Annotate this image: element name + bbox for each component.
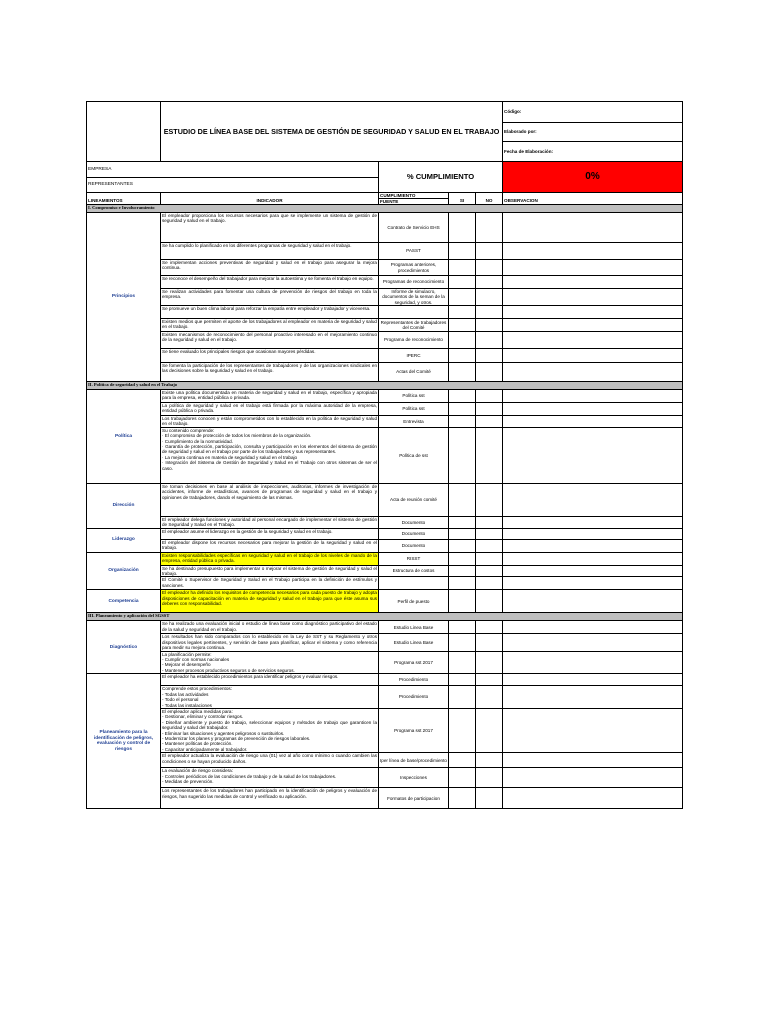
lineamiento-cell: Competencia bbox=[87, 590, 161, 613]
indicador-line: - Gestionar, eliminar y controlar riesgos. bbox=[162, 714, 244, 720]
no-checkbox-cell[interactable] bbox=[476, 349, 503, 363]
fuente-cell: Estructura de costos bbox=[379, 565, 449, 577]
table-row bbox=[87, 621, 683, 634]
col-indicador: INDICADOR bbox=[161, 193, 379, 205]
indicador-line: El empleador actualiza la evaluación de riesgo una (01) vez al año como mínimo o cuando cambien las condiciones o se hayan producido daños. bbox=[162, 753, 377, 764]
indicador-line: - Medidas de prevención. bbox=[162, 778, 214, 784]
si-checkbox-cell[interactable] bbox=[449, 539, 476, 552]
fuente-cell: Programas de reconocimiento bbox=[379, 276, 449, 289]
si-checkbox-cell[interactable] bbox=[449, 674, 476, 686]
indicador-line: El empleador asume el liderazgo en la gestión de la seguridad y salud en el trabajo. bbox=[162, 528, 333, 534]
indicador-line: Se promueve un buen clima laboral para reforzar la empatía entre empleador y trabajador y viceversa. bbox=[162, 306, 371, 311]
assessment-table bbox=[86, 101, 683, 809]
si-checkbox-cell[interactable] bbox=[449, 565, 476, 577]
table-row bbox=[87, 416, 683, 428]
fuente-cell: Estudio Linea Base bbox=[379, 634, 449, 651]
table-row bbox=[87, 427, 683, 483]
observacion-cell[interactable] bbox=[503, 651, 683, 674]
indicador-line: La planificación permite: bbox=[162, 651, 212, 657]
table-row bbox=[87, 349, 683, 363]
fuente-cell: Documento bbox=[379, 516, 449, 528]
observacion-cell[interactable] bbox=[503, 213, 683, 243]
observacion-cell[interactable] bbox=[503, 590, 683, 613]
indicador-line: - Mantener políticas de protección. bbox=[162, 741, 233, 747]
no-checkbox-cell[interactable] bbox=[476, 332, 503, 349]
indicador-line: Existen responsabilidades específicas en seguridad y salud en el trabajo de los niveles de mando de la empresa, entidad pública o privada. bbox=[162, 552, 377, 564]
si-checkbox-cell[interactable] bbox=[449, 621, 476, 634]
indicador-line: Se ha realizado una evaluación inicial o estudio de línea base como diagnóstico participativo del estado de la salud y seguridad en el trabajo. bbox=[162, 621, 377, 632]
baseline-study-sheet bbox=[86, 101, 682, 809]
indicador-line: - Eliminar las situaciones y agentes peligrosos o sustituirlos. bbox=[162, 730, 285, 736]
table-row bbox=[87, 528, 683, 539]
lineamiento-cell: Organización bbox=[87, 552, 161, 590]
table-row bbox=[87, 552, 683, 565]
no-checkbox-cell[interactable] bbox=[476, 319, 503, 332]
table-row bbox=[87, 306, 683, 319]
indicador-cell bbox=[161, 539, 379, 552]
col-cumplimiento bbox=[379, 193, 449, 205]
si-checkbox-cell[interactable] bbox=[449, 753, 476, 768]
col-fuente: FUENTE bbox=[380, 199, 399, 204]
indicador-cell bbox=[161, 306, 379, 319]
indicador-line: Existen medios que permiten el aporte de los trabajadores al empleador en materia de seguridad y salud en el trabajo. bbox=[162, 319, 377, 330]
fuente-cell: RISST bbox=[379, 552, 449, 565]
indicador-cell bbox=[161, 621, 379, 634]
col-cumplimiento-label: CUMPLIMIENTO bbox=[379, 193, 448, 199]
fuente-cell: Iper línea de base/procedimiento bbox=[379, 753, 449, 768]
indicador-cell bbox=[161, 363, 379, 382]
si-checkbox-cell[interactable] bbox=[449, 590, 476, 613]
fuente-cell bbox=[379, 306, 449, 319]
si-checkbox-cell[interactable] bbox=[449, 768, 476, 788]
indicador-cell bbox=[161, 243, 379, 260]
table-row bbox=[87, 788, 683, 809]
si-checkbox-cell[interactable] bbox=[449, 483, 476, 516]
col-no: NO bbox=[476, 193, 503, 205]
no-checkbox-cell[interactable] bbox=[476, 390, 503, 403]
table-row bbox=[87, 483, 683, 516]
elaborado-label: Elaborado por: bbox=[503, 123, 682, 142]
no-checkbox-cell[interactable] bbox=[476, 788, 503, 809]
no-checkbox-cell[interactable] bbox=[476, 427, 503, 483]
fuente-cell: Programa sst 2017 bbox=[379, 708, 449, 752]
fuente-cell: Documento bbox=[379, 528, 449, 539]
si-checkbox-cell[interactable] bbox=[449, 403, 476, 416]
observacion-cell[interactable] bbox=[503, 634, 683, 651]
si-checkbox-cell[interactable] bbox=[449, 260, 476, 276]
table-row bbox=[87, 403, 683, 416]
no-checkbox-cell[interactable] bbox=[476, 516, 503, 528]
si-checkbox-cell[interactable] bbox=[449, 788, 476, 809]
observacion-cell[interactable] bbox=[503, 788, 683, 809]
section-row bbox=[87, 205, 683, 213]
indicador-cell bbox=[161, 427, 379, 483]
table-row bbox=[87, 213, 683, 243]
fuente-cell: Inspecciones bbox=[379, 768, 449, 788]
codigo-label: Código: bbox=[503, 102, 682, 123]
fuente-cell: IPERC bbox=[379, 349, 449, 363]
fuente-cell: Informe de simulacro, documentos de la seman de la seguridad, y otros. bbox=[379, 289, 449, 306]
lineamiento-cell: Liderazgo bbox=[87, 528, 161, 552]
representantes-label: REPRESENTANTES bbox=[87, 178, 379, 193]
fuente-cell: Documento bbox=[379, 539, 449, 552]
no-checkbox-cell[interactable] bbox=[476, 363, 503, 382]
observacion-cell[interactable] bbox=[503, 768, 683, 788]
indicador-line: - Modernizar los planes y programas de prevención de riesgos laborales. bbox=[162, 735, 311, 741]
si-checkbox-cell[interactable] bbox=[449, 349, 476, 363]
indicador-cell bbox=[161, 390, 379, 403]
cumplimiento-label: % CUMPLIMIENTO bbox=[379, 162, 503, 193]
observacion-cell[interactable] bbox=[503, 349, 683, 363]
table-row bbox=[87, 516, 683, 528]
logo-cell bbox=[87, 102, 161, 162]
meta-block bbox=[503, 102, 683, 162]
observacion-cell[interactable] bbox=[503, 403, 683, 416]
indicador-line: El empleador ha establecido procedimientos para identificar peligros y evaluar riesgos. bbox=[162, 674, 339, 680]
si-checkbox-cell[interactable] bbox=[449, 416, 476, 428]
indicador-cell bbox=[161, 674, 379, 686]
no-checkbox-cell[interactable] bbox=[476, 483, 503, 516]
indicador-line: · Integración del Sistema de Gestión de Seguridad y Salud en el Trabajo con otros sistemas de ser el caso. bbox=[162, 460, 377, 471]
indicador-line: Se tiene evaluado los principales riesgos que ocasionan mayores pérdidas. bbox=[162, 349, 316, 354]
indicador-cell bbox=[161, 349, 379, 363]
indicador-cell bbox=[161, 753, 379, 768]
fuente-cell: Contrato de Servicio EHS bbox=[379, 213, 449, 243]
observacion-cell[interactable] bbox=[503, 577, 683, 590]
indicador-cell bbox=[161, 213, 379, 243]
table-row bbox=[87, 686, 683, 709]
no-checkbox-cell[interactable] bbox=[476, 753, 503, 768]
indicador-line: La evaluación de riesgo considera: bbox=[162, 768, 233, 774]
fuente-cell: Representantes de trabajadores del Comité bbox=[379, 319, 449, 332]
observacion-cell[interactable] bbox=[503, 260, 683, 276]
table-row bbox=[87, 276, 683, 289]
indicador-line: - Mejorar el desempeño bbox=[162, 662, 211, 668]
indicador-line: Existe una política documentada en materia de seguridad y salud en el trabajo, específica y apropiada para la empresa, entidad pública o privada. bbox=[162, 390, 377, 401]
si-checkbox-cell[interactable] bbox=[449, 213, 476, 243]
si-checkbox-cell[interactable] bbox=[449, 332, 476, 349]
observacion-cell[interactable] bbox=[503, 276, 683, 289]
indicador-cell bbox=[161, 577, 379, 590]
observacion-cell[interactable] bbox=[503, 516, 683, 528]
observacion-cell[interactable] bbox=[503, 686, 683, 709]
si-checkbox-cell[interactable] bbox=[449, 708, 476, 752]
table-row bbox=[87, 565, 683, 577]
cumplimiento-value: 0% bbox=[503, 162, 683, 193]
indicador-line: Su contenido comprende: bbox=[162, 427, 215, 433]
no-checkbox-cell[interactable] bbox=[476, 416, 503, 428]
fuente-cell: Política sst bbox=[379, 403, 449, 416]
fuente-cell: Formatos de participacion bbox=[379, 788, 449, 809]
fuente-cell: Programa de reconocimiento bbox=[379, 332, 449, 349]
indicador-cell bbox=[161, 319, 379, 332]
observacion-cell[interactable] bbox=[503, 528, 683, 539]
no-checkbox-cell[interactable] bbox=[476, 634, 503, 651]
observacion-cell[interactable] bbox=[503, 565, 683, 577]
indicador-line: Se realizan actividades para fomentar una cultura de prevención de riesgos del trabajo en toda la empresa. bbox=[162, 289, 377, 300]
indicador-cell bbox=[161, 708, 379, 752]
observacion-cell[interactable] bbox=[503, 674, 683, 686]
fuente-cell: Entrevista bbox=[379, 416, 449, 428]
no-checkbox-cell[interactable] bbox=[476, 708, 503, 752]
indicador-cell bbox=[161, 528, 379, 539]
observacion-cell[interactable] bbox=[503, 306, 683, 319]
no-checkbox-cell[interactable] bbox=[476, 590, 503, 613]
indicador-line: Los representantes de los trabajadores han participado en la identificación de peligros y evaluación de riesgos, han sugerido las medidas de control y verificado su aplicación. bbox=[162, 788, 377, 799]
indicador-cell bbox=[161, 634, 379, 651]
lineamiento-cell: Diagnóstico bbox=[87, 621, 161, 674]
si-checkbox-cell[interactable] bbox=[449, 306, 476, 319]
no-checkbox-cell[interactable] bbox=[476, 306, 503, 319]
observacion-cell[interactable] bbox=[503, 243, 683, 260]
indicador-cell bbox=[161, 332, 379, 349]
observacion-cell[interactable] bbox=[503, 552, 683, 565]
indicador-line: · La mejora continua en materia de seguridad y salud en el trabajo bbox=[162, 454, 298, 460]
si-checkbox-cell[interactable] bbox=[449, 552, 476, 565]
indicador-line: Se implementan acciones preventivas de seguridad y salud en el trabajo para asegurar la mejora continua. bbox=[162, 260, 377, 271]
no-checkbox-cell[interactable] bbox=[476, 243, 503, 260]
section-title: II. Política de seguridad y salud en el Trabajo bbox=[87, 382, 683, 390]
lineamiento-cell: Dirección bbox=[87, 483, 161, 528]
indicador-line: La política de seguridad y salud en el trabajo está firmada por la máxima autoridad de la empresa, entidad pública o privada. bbox=[162, 403, 377, 414]
indicador-line: Los trabajadores conocen y están comprometidos con lo establecido en la política de seguridad y salud en el trabajo. bbox=[162, 416, 377, 427]
indicador-cell bbox=[161, 565, 379, 577]
indicador-line: Existen mecanismos de reconocimiento del personal proactivo interesado en el mejoramiento continuo de la seguridad y salud en el trabajo. bbox=[162, 332, 377, 343]
section-title: I. Compromiso e Involucramiento bbox=[87, 205, 683, 213]
indicador-line: - Todas las actividades bbox=[162, 691, 209, 697]
indicador-line: - Controles periódicos de las condiciones de trabajo y de la salud de los trabajadores. bbox=[162, 773, 337, 779]
fuente-cell: Política sst bbox=[379, 390, 449, 403]
table-row bbox=[87, 289, 683, 306]
indicador-line: Los resultados han sido comparados con lo establecido en la Ley de SST y su Reglamento y otros dispositivos legales pertinentes, y servirán de base para planificar, aplicar el sistema y como referencia para medir su mejora continua. bbox=[162, 634, 377, 651]
si-checkbox-cell[interactable] bbox=[449, 577, 476, 590]
indicador-line: · Cumplimiento de la normatividad. bbox=[162, 438, 233, 444]
table-row bbox=[87, 332, 683, 349]
fuente-cell: Política de sst bbox=[379, 427, 449, 483]
indicador-cell bbox=[161, 403, 379, 416]
empresa-label: EMPRESA bbox=[87, 162, 379, 178]
indicador-cell bbox=[161, 552, 379, 565]
observacion-cell[interactable] bbox=[503, 427, 683, 483]
indicador-cell bbox=[161, 516, 379, 528]
observacion-cell[interactable] bbox=[503, 332, 683, 349]
observacion-cell[interactable] bbox=[503, 708, 683, 752]
si-checkbox-cell[interactable] bbox=[449, 289, 476, 306]
col-observacion: OBSERVACION bbox=[503, 193, 683, 205]
fuente-cell: Programas anteriores, procedimientos bbox=[379, 260, 449, 276]
no-checkbox-cell[interactable] bbox=[476, 621, 503, 634]
no-checkbox-cell[interactable] bbox=[476, 289, 503, 306]
si-checkbox-cell[interactable] bbox=[449, 516, 476, 528]
no-checkbox-cell[interactable] bbox=[476, 768, 503, 788]
table-row bbox=[87, 363, 683, 382]
indicador-cell bbox=[161, 686, 379, 709]
fuente-cell: Programa sst 2017 bbox=[379, 651, 449, 674]
indicador-cell bbox=[161, 768, 379, 788]
no-checkbox-cell[interactable] bbox=[476, 260, 503, 276]
table-row bbox=[87, 753, 683, 768]
indicador-cell bbox=[161, 416, 379, 428]
table-row bbox=[87, 768, 683, 788]
no-checkbox-cell[interactable] bbox=[476, 651, 503, 674]
indicador-line: - Cumplir con normas nacionales bbox=[162, 657, 230, 663]
fuente-cell: PASST bbox=[379, 243, 449, 260]
indicador-line: - Capacitar anticipadamente al trabajador. bbox=[162, 746, 248, 752]
indicador-line: Se toman decisiones en base al análisis de inspecciones, auditorias, informes de investigación de accidentes, informe de estadísticas, avances de programas de seguridad y salud en el trabajo y opiniones de trabajadores, dando el seguimiento de las mismas. bbox=[162, 483, 377, 500]
section-row bbox=[87, 613, 683, 621]
observacion-cell[interactable] bbox=[503, 753, 683, 768]
indicador-line: - Todas las instalaciones bbox=[162, 702, 212, 708]
indicador-line: El empleador proporciona los recursos necesarios para que se implemente un sistema de gestión de seguridad y salud en el trabajo. bbox=[162, 213, 377, 224]
indicador-line: Se ha cumplido lo planificado en los diferentes programas de seguridad y salud en el trabajo. bbox=[162, 243, 352, 248]
no-checkbox-cell[interactable] bbox=[476, 403, 503, 416]
indicador-line: - Mantener procesos productivos seguros o de servicios seguros. bbox=[162, 667, 295, 673]
section-title: III. Planeamiento y aplicación del SGSST bbox=[87, 613, 683, 621]
fuente-cell: Procedimiento bbox=[379, 674, 449, 686]
indicador-line: Comprende estos procedimientos: bbox=[162, 686, 232, 692]
no-checkbox-cell[interactable] bbox=[476, 213, 503, 243]
table-row bbox=[87, 539, 683, 552]
si-checkbox-cell[interactable] bbox=[449, 528, 476, 539]
indicador-line: Se reconoce el desempeño del trabajador para mejorar la autoestima y se fomenta el trabajo en equipo. bbox=[162, 276, 374, 281]
observacion-cell[interactable] bbox=[503, 390, 683, 403]
table-row bbox=[87, 319, 683, 332]
fuente-cell bbox=[379, 577, 449, 590]
fuente-cell: Acta de reunión comité bbox=[379, 483, 449, 516]
observacion-cell[interactable] bbox=[503, 416, 683, 428]
indicador-line: El empleador aplica medidas para: bbox=[162, 708, 233, 714]
no-checkbox-cell[interactable] bbox=[476, 276, 503, 289]
no-checkbox-cell[interactable] bbox=[476, 539, 503, 552]
si-checkbox-cell[interactable] bbox=[449, 427, 476, 483]
observacion-cell[interactable] bbox=[503, 621, 683, 634]
table-row bbox=[87, 390, 683, 403]
no-checkbox-cell[interactable] bbox=[476, 577, 503, 590]
observacion-cell[interactable] bbox=[503, 289, 683, 306]
indicador-line: · Garantía de protección, participación, consulta y participación en los elementos del sistema de gestión de seguridad y salud en el trabajo por parte de los trabajadores y sus representantes. bbox=[162, 444, 377, 455]
section-row bbox=[87, 382, 683, 390]
no-checkbox-cell[interactable] bbox=[476, 528, 503, 539]
lineamiento-cell: Política bbox=[87, 390, 161, 484]
observacion-cell[interactable] bbox=[503, 483, 683, 516]
no-checkbox-cell[interactable] bbox=[476, 674, 503, 686]
indicador-cell bbox=[161, 788, 379, 809]
no-checkbox-cell[interactable] bbox=[476, 686, 503, 709]
lineamiento-cell: Principios bbox=[87, 213, 161, 382]
indicador-cell bbox=[161, 276, 379, 289]
indicador-line: El empleador delega funciones y autoridad al personal encargado de implementar el sistema de gestión de Seguridad y Salud en el Trabajo. bbox=[162, 516, 377, 528]
si-checkbox-cell[interactable] bbox=[449, 651, 476, 674]
observacion-cell[interactable] bbox=[503, 319, 683, 332]
indicador-cell bbox=[161, 260, 379, 276]
indicador-cell bbox=[161, 483, 379, 516]
indicador-line: · El compromiso de protección de todos los miembros de la organización. bbox=[162, 433, 312, 439]
table-row bbox=[87, 243, 683, 260]
indicador-cell bbox=[161, 651, 379, 674]
si-checkbox-cell[interactable] bbox=[449, 319, 476, 332]
si-checkbox-cell[interactable] bbox=[449, 243, 476, 260]
lineamiento-cell: Planeamiento para la identificación de peligros, evaluación y control de riesgos bbox=[87, 674, 161, 809]
si-checkbox-cell[interactable] bbox=[449, 686, 476, 709]
indicador-line: Se fomenta la participación de los representantes de trabajadores y de las organizaciones sindicales en las decisiones sobre la seguridad y salud en el trabajo. bbox=[162, 363, 377, 374]
table-row bbox=[87, 651, 683, 674]
table-row bbox=[87, 577, 683, 590]
table-row bbox=[87, 634, 683, 651]
si-checkbox-cell[interactable] bbox=[449, 390, 476, 403]
indicador-cell bbox=[161, 289, 379, 306]
fuente-cell: Procedimiento bbox=[379, 686, 449, 709]
observacion-cell[interactable] bbox=[503, 363, 683, 382]
observacion-cell[interactable] bbox=[503, 539, 683, 552]
fuente-cell: Actas del Comité bbox=[379, 363, 449, 382]
indicador-line: El Comité o Supervisor de Seguridad y Salud en el Trabajo participa en la definición de estímulos y sanciones. bbox=[162, 577, 377, 588]
table-row bbox=[87, 260, 683, 276]
table-row bbox=[87, 708, 683, 752]
indicador-cell bbox=[161, 590, 379, 613]
fecha-label: Fecha de Elaboración: bbox=[504, 148, 554, 154]
table-row bbox=[87, 674, 683, 686]
indicador-line: El empleador ha definido los requisitos de competencia necesarios para cada puesto de trabajo y adopta disposiciones de capacitación en materia de seguridad y salud en el trabajo para que éste asuma sus deberes con responsabilidad. bbox=[162, 590, 377, 607]
indicador-line: - Diseñar ambiente y puesto de trabajo, seleccionar equipos y métodos de trabajo que garanticen la seguridad y salud del trabajador. bbox=[162, 719, 377, 731]
fuente-cell: Estudio Linea Base bbox=[379, 621, 449, 634]
no-checkbox-cell[interactable] bbox=[476, 565, 503, 577]
indicador-line: Se ha destinado presupuesto para implementar o mejorar el sistema de gestión de seguridad y salud el trabajo. bbox=[162, 565, 377, 577]
table-row bbox=[87, 590, 683, 613]
indicador-line: El empleador dispone los recursos necesarios para mejorar la gestión de la seguridad y salud en el trabajo. bbox=[162, 539, 377, 551]
col-si: SI bbox=[449, 193, 476, 205]
no-checkbox-cell[interactable] bbox=[476, 552, 503, 565]
si-checkbox-cell[interactable] bbox=[449, 276, 476, 289]
si-checkbox-cell[interactable] bbox=[449, 363, 476, 382]
fuente-cell: Perfil de puesto bbox=[379, 590, 449, 613]
document-title: ESTUDIO DE LÍNEA BASE DEL SISTEMA DE GESTIÓN DE SEGURIDAD Y SALUD EN EL TRABAJO bbox=[161, 102, 503, 162]
si-checkbox-cell[interactable] bbox=[449, 634, 476, 651]
indicador-line: - Todo el personal bbox=[162, 697, 199, 703]
col-lineamientos: LINEAMIENTOS bbox=[87, 193, 161, 205]
